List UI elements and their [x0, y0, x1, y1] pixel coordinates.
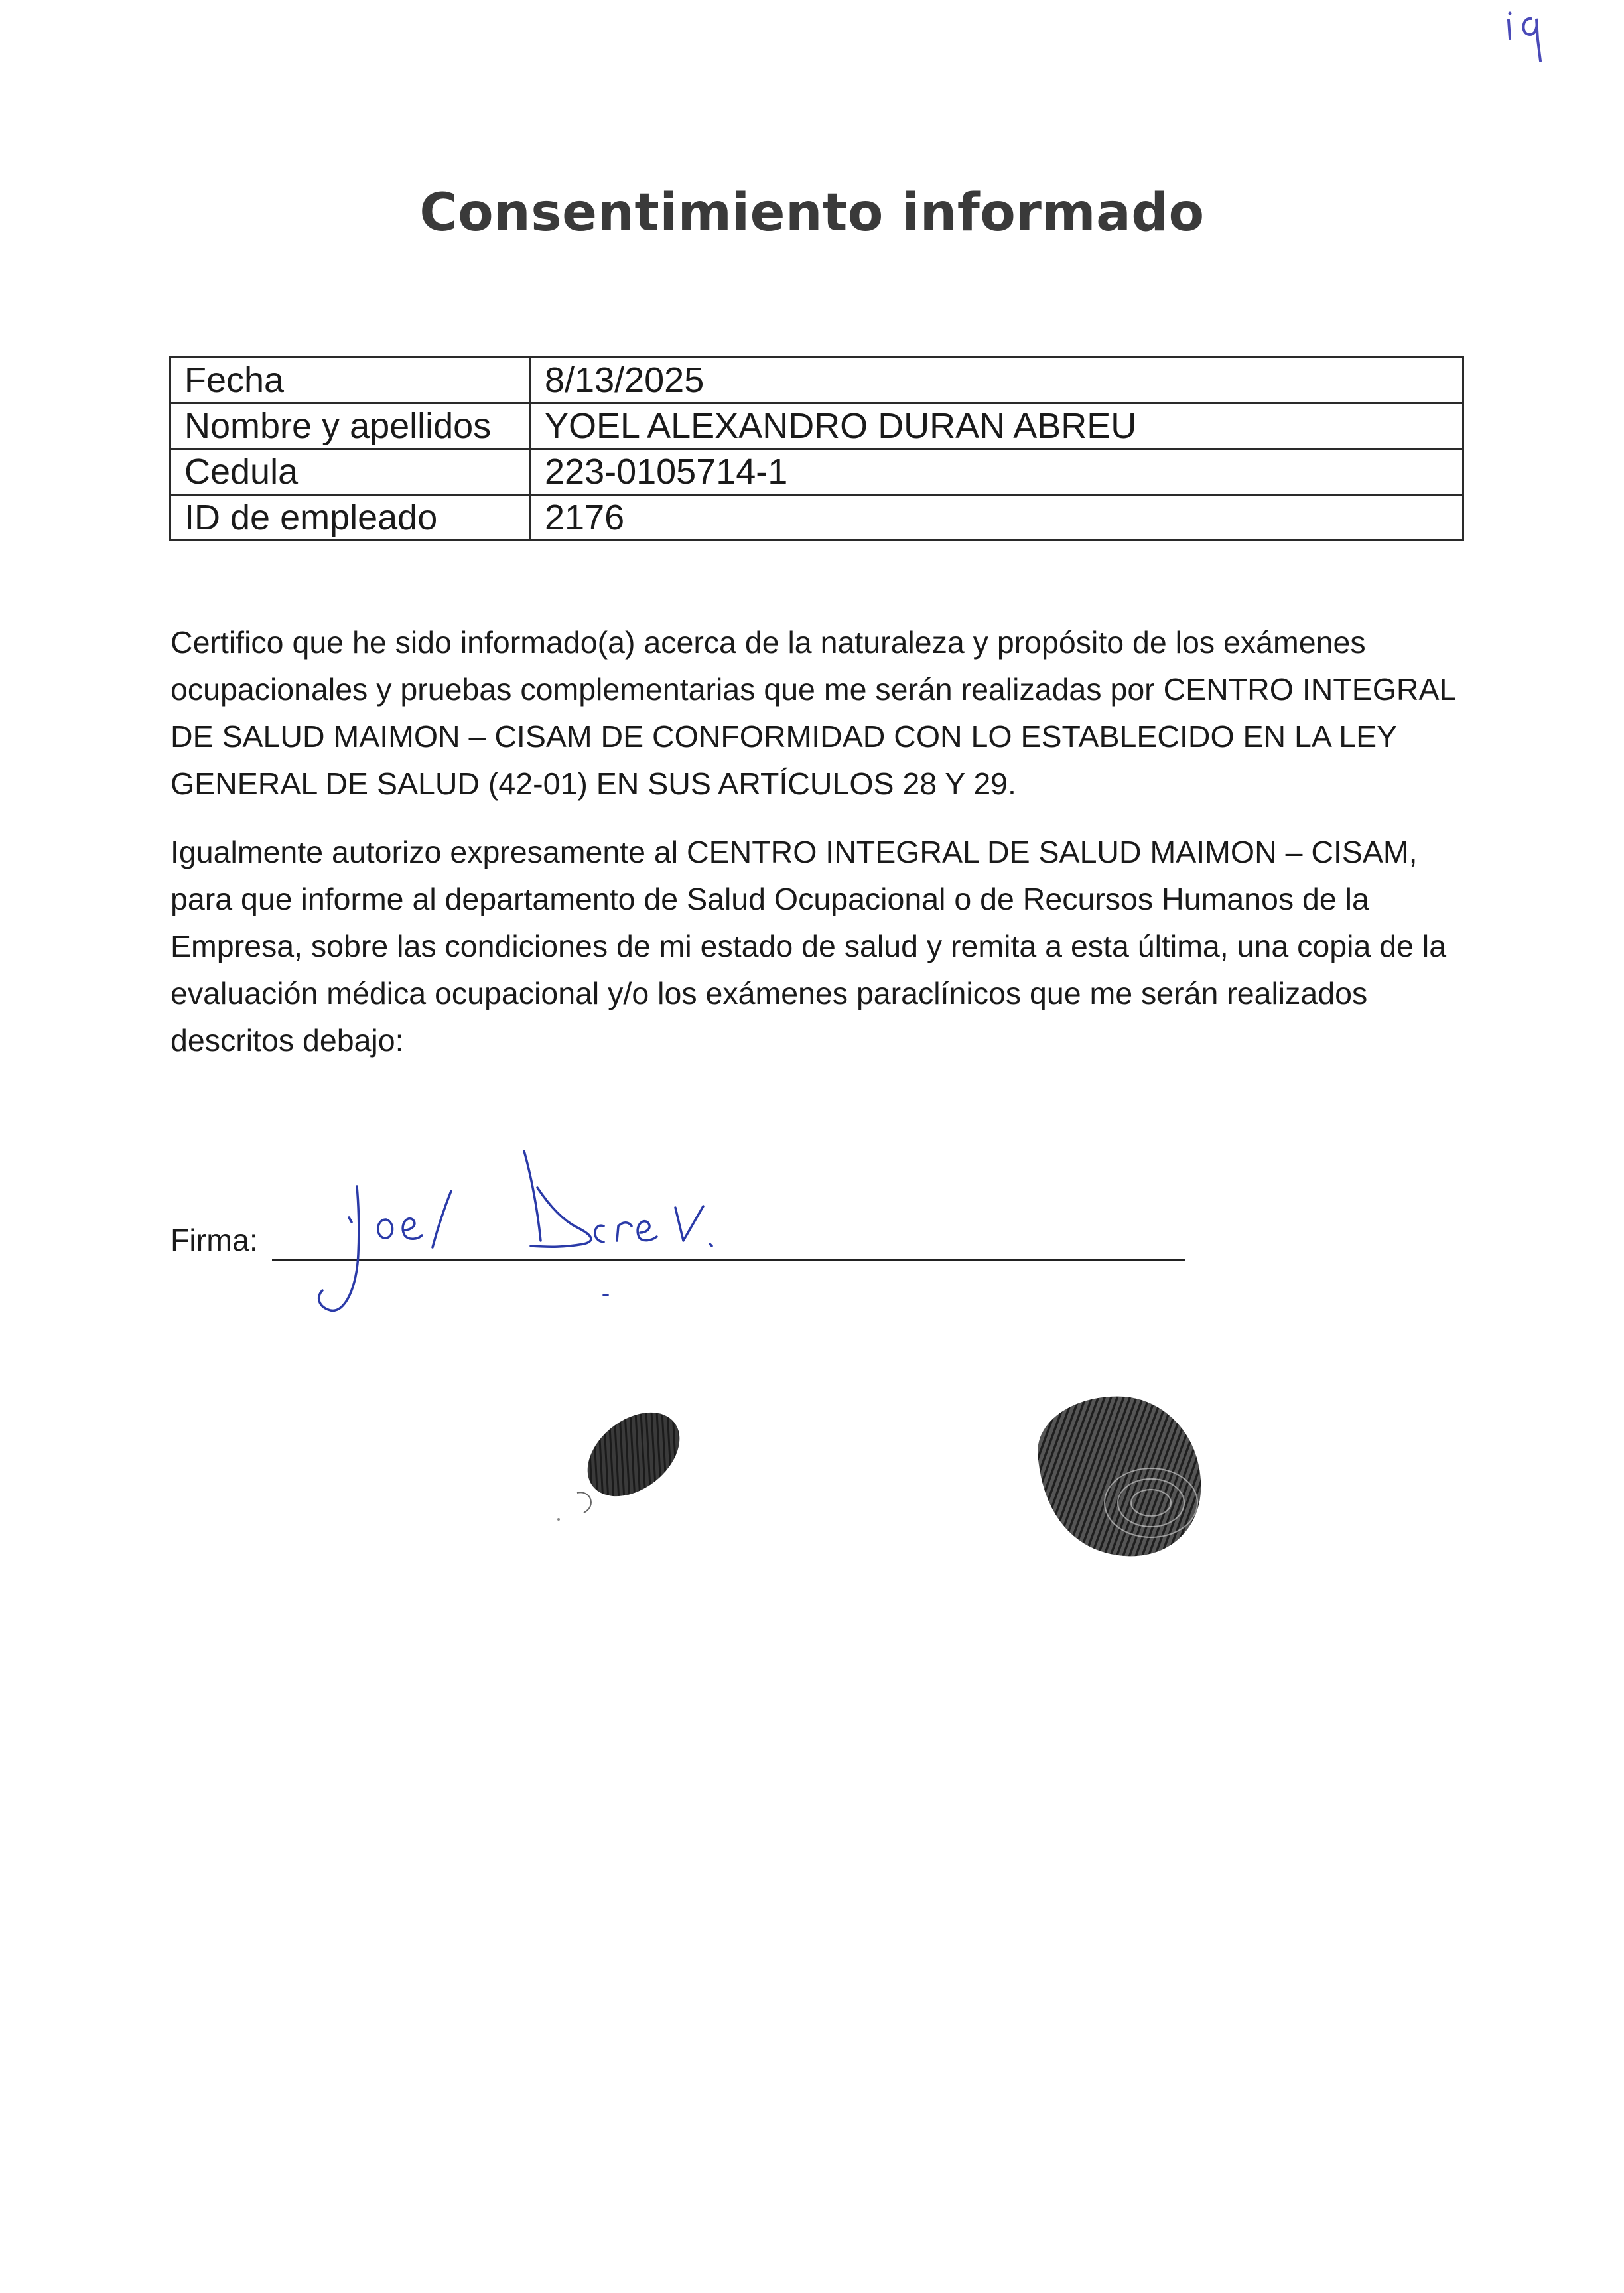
fecha-value: 8/13/2025 — [531, 358, 1463, 403]
firma-label: Firma: — [170, 1223, 258, 1257]
fecha-label: Fecha — [170, 358, 531, 403]
table-row — [170, 358, 1463, 403]
id-empleado-label: ID de empleado — [170, 495, 531, 541]
certification-paragraph: Certifico que he sido informado(a) acerca de la naturaleza y propósito de los exámenes ocupacionales y pruebas complementarias que me serán realizadas por CENTRO INTEGRAL DE SALUD MAIMON – CISAM DE CONFORMIDAD CON LO ESTABLECIDO EN LA LEY GENERAL DE SALUD (42-01) EN SUS ARTÍCULOS 28 Y 29. — [170, 625, 1455, 801]
cedula-value: 223-0105714-1 — [531, 449, 1463, 495]
cedula-label: Cedula — [170, 449, 531, 495]
nombre-label: Nombre y apellidos — [170, 403, 531, 449]
signature-handwritten — [312, 1148, 763, 1327]
nombre-value: YOEL ALEXANDRO DURAN ABREU — [531, 403, 1463, 449]
table-row — [170, 449, 1463, 495]
fingerprint-right — [1018, 1387, 1217, 1566]
authorization-paragraph: Igualmente autorizo expresamente al CENTRO INTEGRAL DE SALUD MAIMON – CISAM, para que informe al departamento de Salud Ocupacional o de Recursos Humanos de la Empresa, sobre las condiciones de mi estado de salud y remita a esta última, una copia de la evaluación médica ocupacional y/o los exámenes paraclínicos que me serán realizados descritos debajo: — [170, 835, 1447, 1058]
page-number-handwritten — [1505, 0, 1558, 73]
id-empleado-value: 2176 — [531, 495, 1463, 541]
fingerprint-left — [551, 1393, 703, 1526]
table-row — [170, 495, 1463, 541]
document-title: Consentimiento informado — [419, 183, 1205, 243]
table-row — [170, 403, 1463, 449]
info-table — [169, 356, 1464, 541]
